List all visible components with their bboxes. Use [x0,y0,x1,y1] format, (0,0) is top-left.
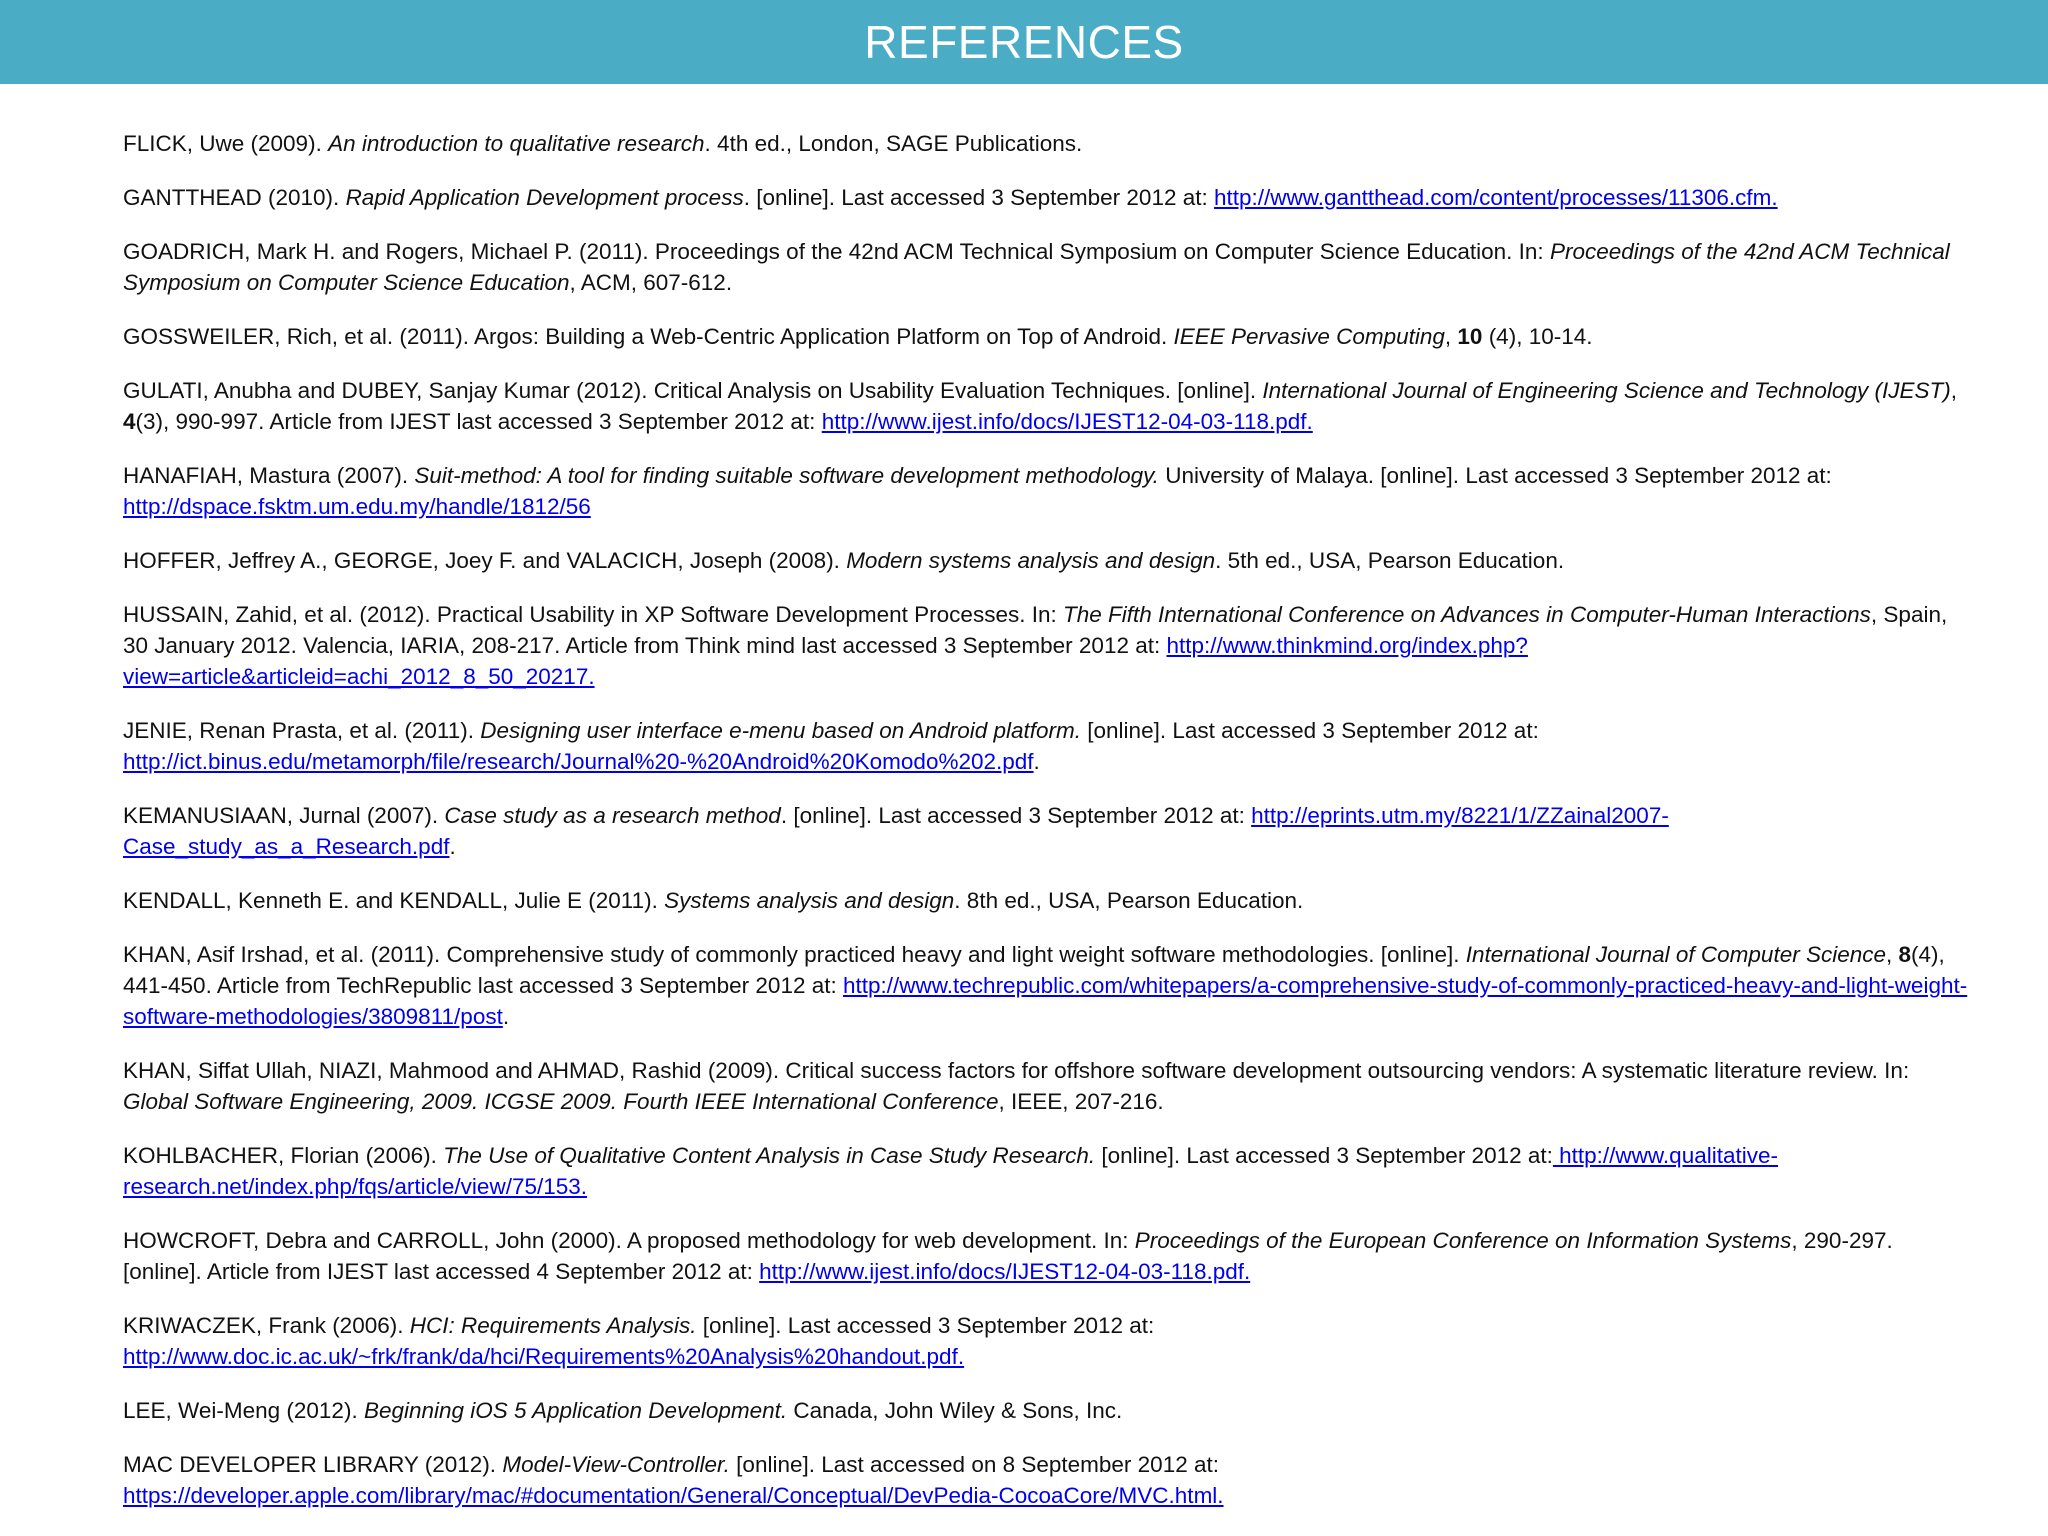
reference-list [123,128,1972,1534]
reference-item: FLICK, Uwe (2009). An introduction to qualitative research. 4th ed., London, SAGE Publications. [123,131,1083,156]
reference-item: KHAN, Asif Irshad, et al. (2011). Comprehensive study of commonly practiced heavy and light weight software methodologies. [online]. International Journal of Computer Science, 8(4), 441-450. Article from TechRepublic last accessed 3 September 2012 at: http://www.techrepublic.com/whitepapers/a-comprehensive-study-of-commonly-practiced-heavy-and-light-weight-software-methodologies/3809811/post. [123,942,1968,1029]
reference-link[interactable]: http://ict.binus.edu/metamorph/file/research/Journal%20-%20Android%20Komodo%202.pdf [123,749,1034,774]
reference-item: GOSSWEILER, Rich, et al. (2011). Argos: Building a Web-Centric Application Platform on Top of Android. IEEE Pervasive Computing, 10 (4), 10-14. [123,324,1593,349]
reference-item: LEE, Wei-Meng (2012). Beginning iOS 5 Application Development. Canada, John Wiley & Sons, Inc. [123,1398,1123,1423]
reference-item: MAC DEVELOPER LIBRARY (2012). Model-View-Controller. [online]. Last accessed on 8 September 2012 at: https://developer.apple.com/library/mac/#documentation/General/Conceptual/DevPedia-CocoaCore/MVC.html. [123,1452,1224,1508]
reference-item: KENDALL, Kenneth E. and KENDALL, Julie E (2011). Systems analysis and design. 8th ed., USA, Pearson Education. [123,888,1304,913]
reference-link[interactable]: https://developer.apple.com/library/mac/#documentation/General/Conceptual/DevPedia-CocoaCore/MVC.html. [123,1483,1224,1508]
reference-item: JENIE, Renan Prasta, et al. (2011). Designing user interface e-menu based on Android platform. [online]. Last accessed 3 September 2012 at: http://ict.binus.edu/metamorph/file/research/Journal%20-%20Android%20Komodo%202.pdf. [123,718,1539,774]
reference-link[interactable]: http://www.ijest.info/docs/IJEST12-04-03-118.pdf. [759,1259,1251,1284]
reference-item: HUSSAIN, Zahid, et al. (2012). Practical Usability in XP Software Development Processes. In: The Fifth International Conference on Advances in Computer-Human Interactions, Spain, 30 January 2012. Valencia, IARIA, 208-217. Article from Think mind last accessed 3 September 2012 at: http://www.thinkmind.org/index.php?view=article&articleid=achi_2012_8_50_20217. [123,602,1948,689]
reference-link[interactable]: http://www.qualitative-research.net/index.php/fqs/article/view/75/153. [123,1143,1778,1199]
reference-item: HOFFER, Jeffrey A., GEORGE, Joey F. and VALACICH, Joseph (2008). Modern systems analysis and design. 5th ed., USA, Pearson Education. [123,548,1565,573]
reference-link[interactable]: http://www.ijest.info/docs/IJEST12-04-03-118.pdf. [821,409,1313,434]
reference-item: GULATI, Anubha and DUBEY, Sanjay Kumar (2012). Critical Analysis on Usability Evaluation Techniques. [online]. International Journal of Engineering Science and Technology (IJEST), 4(3), 990-997. Article from IJEST last accessed 3 September 2012 at: http://www.ijest.info/docs/IJEST12-04-03-118.pdf. [123,378,1957,434]
reference-link[interactable]: http://dspace.fsktm.um.edu.my/handle/1812/56 [123,494,591,519]
reference-item: KEMANUSIAAN, Jurnal (2007). Case study as a research method. [online]. Last accessed 3 September 2012 at: http://eprints.utm.my/8221/1/ZZainal2007-Case_study_as_a_Research.pdf. [123,803,1669,859]
page-title: REFERENCES [864,16,1184,68]
reference-link[interactable]: http://www.thinkmind.org/index.php?view=article&articleid=achi_2012_8_50_20217. [123,633,1528,689]
reference-link[interactable]: http://www.techrepublic.com/whitepapers/a-comprehensive-study-of-commonly-practiced-heavy-and-light-weight-software-methodologies/3809811/post [123,973,1968,1029]
reference-item: HANAFIAH, Mastura (2007). Suit-method: A tool for finding suitable software development methodology. University of Malaya. [online]. Last accessed 3 September 2012 at: http://dspace.fsktm.um.edu.my/handle/1812/56 [123,463,1832,519]
reference-item: HOWCROFT, Debra and CARROLL, John (2000). A proposed methodology for web development. In: Proceedings of the European Conference on Information Systems, 290-297. [online]. Article from IJEST last accessed 4 September 2012 at: http://www.ijest.info/docs/IJEST12-04-03-118.pdf. [123,1228,1893,1284]
reference-item: GOADRICH, Mark H. and Rogers, Michael P. (2011). Proceedings of the 42nd ACM Technical Symposium on Computer Science Education. In: Proceedings of the 42nd ACM Technical Symposium on Computer Science Education, ACM, 607-612. [123,239,1950,295]
reference-link[interactable]: http://www.gantthead.com/content/processes/11306.cfm. [1214,185,1778,210]
reference-item: KOHLBACHER, Florian (2006). The Use of Qualitative Content Analysis in Case Study Research. [online]. Last accessed 3 September 2012 at: http://www.qualitative-research.net/index.php/fqs/article/view/75/153. [123,1143,1778,1199]
reference-link[interactable]: http://eprints.utm.my/8221/1/ZZainal2007-Case_study_as_a_Research.pdf [123,803,1669,859]
reference-link[interactable]: http://www.doc.ic.ac.uk/~frk/frank/da/hci/Requirements%20Analysis%20handout.pdf. [123,1344,965,1369]
reference-item: GANTTHEAD (2010). Rapid Application Development process. [online]. Last accessed 3 September 2012 at: http://www.gantthead.com/content/processes/11306.cfm. [123,185,1778,210]
reference-item: KHAN, Siffat Ullah, NIAZI, Mahmood and AHMAD, Rashid (2009). Critical success factors for offshore software development outsourcing vendors: A systematic literature review. In: Global Software Engineering, 2009. ICGSE 2009. Fourth IEEE International Conference, IEEE, 207-216. [123,1058,1910,1114]
page-header [0,0,2048,84]
reference-item: KRIWACZEK, Frank (2006). HCI: Requirements Analysis. [online]. Last accessed 3 September 2012 at: http://www.doc.ic.ac.uk/~frk/frank/da/hci/Requirements%20Analysis%20handout.pdf. [123,1313,1155,1369]
